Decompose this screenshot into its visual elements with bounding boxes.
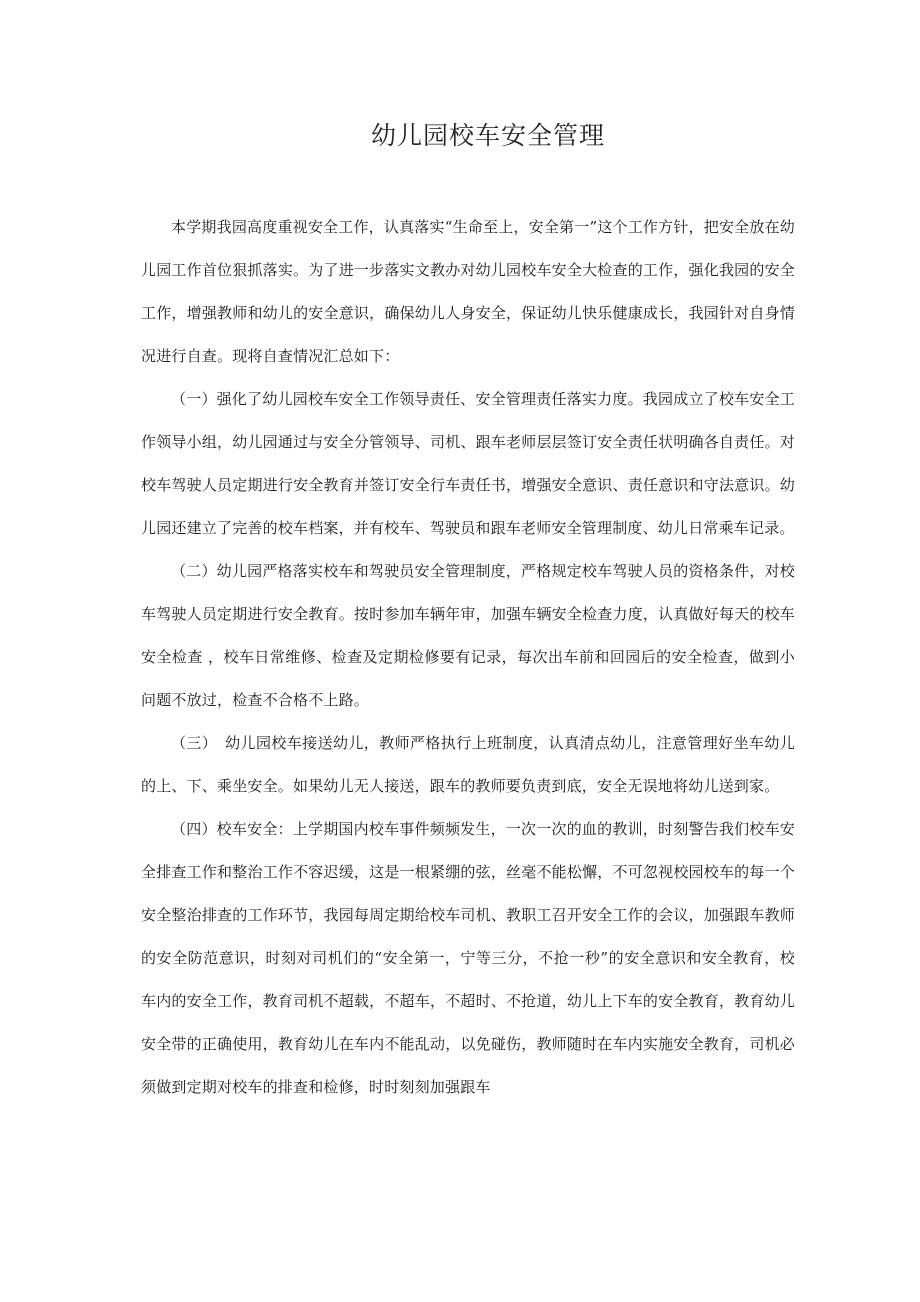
- intro-paragraph: 本学期我园高度重视安全工作，认真落实“生命至上，安全第一”这个工作方针，把安全放在幼儿园工作首位狠抓落实。为了进一步落实文教办对幼儿园校车安全大检查的工作，强化我园的安全工作，增强教师和幼儿的安全意识，确保幼儿人身安全，保证幼儿快乐健康成长，我园针对自身情况进行自查。现将自查情况汇总如下：: [141, 218, 795, 365]
- document-body: [141, 206, 795, 1109]
- section-4-paragraph: （四）校车安全：上学期国内校车事件频频发生，一次一次的血的教训，时刻警告我们校车安全排查工作和整治工作不容迟缓，这是一根紧绷的弦，丝毫不能松懈，不可忽视校园校车的每一个安全整治排查的工作环节，我园每周定期给校车司机、教职工召开安全工作的会议，加强跟车教师的安全防范意识，时刻对司机们的“安全第一，宁等三分，不抢一秒”的安全意识和安全教育，校车内的安全工作，教育司机不超载，不超车，不超时、不抢道，幼儿上下车的安全教育，教育幼儿安全带的正确使用，教育幼儿在车内不能乱动，以免碰伤，教师随时在车内实施安全教育，司机必须做到定期对校车的排查和检修，时时刻刻加强跟车: [141, 820, 795, 1096]
- section-1-paragraph: （一）强化了幼儿园校车安全工作领导责任、安全管理责任落实力度。我园成立了校车安全工作领导小组，幼儿园通过与安全分管领导、司机、跟车老师层层签订安全责任状明确各自责任。对校车驾驶人员定期进行安全教育并签订安全行车责任书，增强安全意识、责任意识和守法意识。幼儿园还建立了完善的校车档案，并有校车、驾驶员和跟车老师安全管理制度、幼儿日常乘车记录。: [141, 390, 795, 537]
- section-2-paragraph: （二）幼儿园严格落实校车和驾驶员安全管理制度，严格规定校车驾驶人员的资格条件，对校车驾驶人员定期进行安全教育。按时参加车辆年审，加强车辆安全检查力度，认真做好每天的校车安全检查 ，校车日常维修、检查及定期检修要有记录，每次出车前和回园后的安全检查，做到小问题不放过，检查不合格不上路。: [141, 562, 795, 709]
- section-3-paragraph: （三） 幼儿园校车接送幼儿，教师严格执行上班制度，认真清点幼儿，注意管理好坐车幼儿的上、下、乘坐安全。如果幼儿无人接送，跟车的教师要负责到底，安全无误地将幼儿送到家。: [141, 734, 795, 795]
- document-title: 幼儿园校车安全管理: [370, 121, 605, 150]
